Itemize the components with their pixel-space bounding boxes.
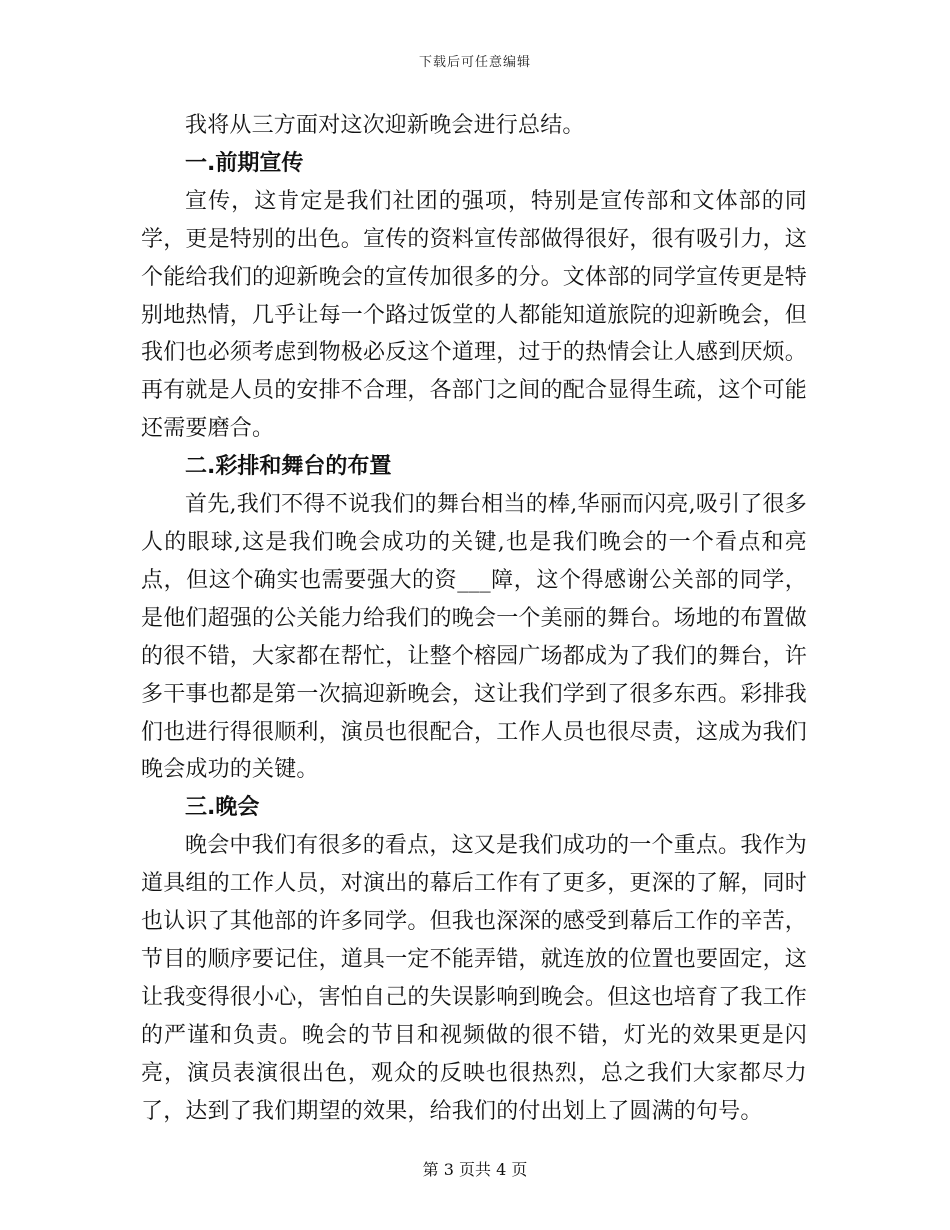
section-body-party: 晚会中我们有很多的看点，这又是我们成功的一个重点。我作为道具组的工作人员，对演出的幕后工作有了更多，更深的了解，同时也认识了其他部的许多同学。但我也深深的感受到幕后工作的辛苦，节目的顺序要记住，道具一定不能弄错，就连放的位置也要固定，这让我变得很小心，害怕自己的失误影响到晚会。但这也培育了我工作的严谨和负责。晚会的节目和视频做的很不错，灯光的效果更是闪亮，演员表演很出色，观众的反映也很热烈，总之我们大家都尽力了，达到了我们期望的效果，给我们的付出划上了圆满的句号。	[141, 833, 808, 1124]
section-heading-publicity: 一.前期宣传	[185, 150, 304, 176]
page-header: 下载后可任意编辑	[418, 55, 531, 70]
intro-paragraph: 我将从三方面对这次迎新晚会进行总结。	[185, 113, 585, 138]
page-number: 第 3 页共 4 页	[422, 1160, 528, 1179]
section-body-publicity: 宣传，这肯定是我们社团的强项，特别是宣传部和文体部的同学，更是特别的出色。宣传的资料宣传部做得很好，很有吸引力，这个能给我们的迎新晚会的宣传加很多的分。文体部的同学宣传更是特别地热情，几乎让每一个路过饭堂的人都能知道旅院的迎新晚会，但我们也必须考虑到物极必反这个道理，过于的热情会让人感到厌烦。再有就是人员的安排不合理，各部门之间的配合显得生疏，这个可能还需要磨合。	[141, 188, 808, 442]
section-body-rehearsal-stage: 首先,我们不得不说我们的舞台相当的棒,华丽而闪亮,吸引了很多人的眼球,这是我们晚会成功的关键,也是我们晚会的一个看点和亮点，但这个确实也需要强大的资___障，这个得感谢公关部的同学，是他们超强的公关能力给我们的晚会一个美丽的舞台。场地的布置做的很不错，大家都在帮忙，让整个榕园广场都成为了我们的舞台，许多干事也都是第一次搞迎新晚会，这让我们学到了很多东西。彩排我们也进行得很顺利，演员也很配合，工作人员也很尽责，这成为我们晚会成功的关键。	[141, 492, 808, 783]
document-body	[141, 107, 807, 1130]
section-heading-rehearsal-stage: 二.彩排和舞台的布置	[185, 454, 392, 480]
section-heading-party: 三.晚会	[185, 795, 260, 821]
